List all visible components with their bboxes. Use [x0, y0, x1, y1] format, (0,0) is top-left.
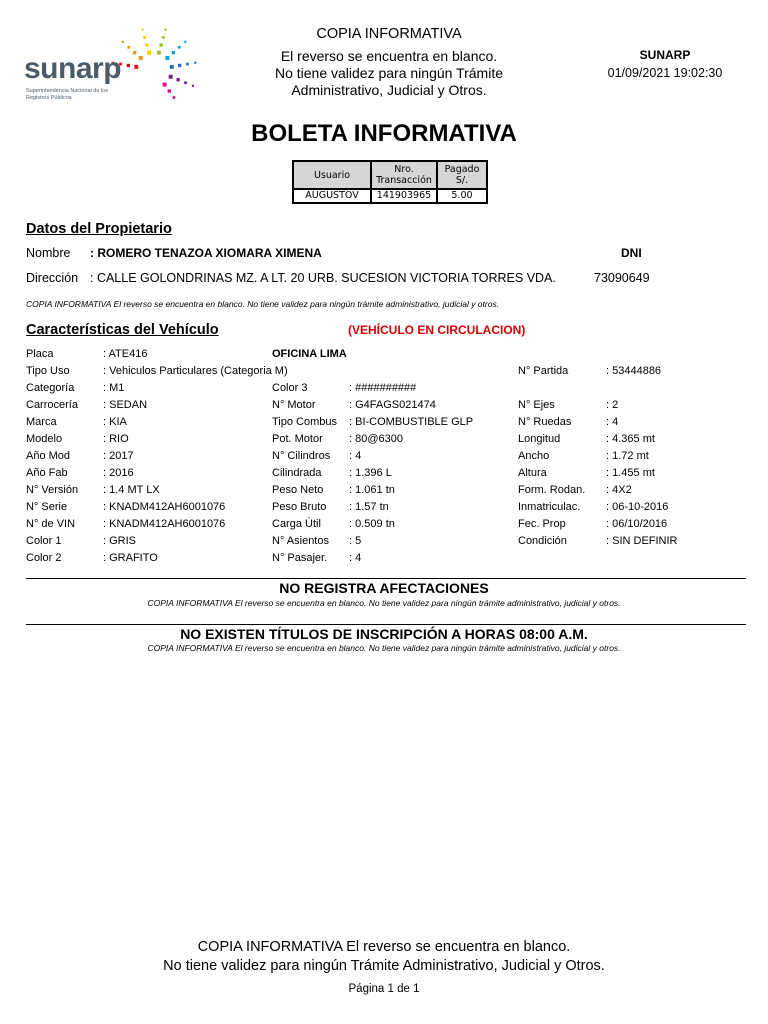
vehicle-field-value: : 80@6300: [349, 433, 403, 445]
vehicle-field-value: : 1.396 L: [349, 467, 392, 479]
header-copy-title: COPIA INFORMATIVA: [316, 26, 462, 42]
transaction-table: [292, 160, 488, 204]
vehicle-field-label: N° Cilindros: [272, 450, 331, 462]
vehicle-field-label: Inmatriculac.: [518, 501, 581, 513]
vehicle-field-label: Año Mod: [26, 450, 71, 462]
owner-dni-label: DNI: [621, 246, 642, 260]
footer-copy-notice: [0, 938, 768, 976]
vehicle-field-value: : KNADM412AH6001076: [103, 501, 226, 513]
vehicle-field-value: : KIA: [103, 416, 127, 428]
vehicle-field-value: : 1.061 tn: [349, 484, 395, 496]
header-issuer: [570, 48, 760, 80]
logo-ray-dot: [192, 85, 194, 87]
header-copy-line: No tiene validez para ningún Trámite: [274, 65, 504, 81]
sunarp-logo: [24, 22, 184, 102]
vehicle-field-value: : 5: [349, 535, 362, 547]
vehicle-field-label: N° Asientos: [272, 535, 329, 547]
logo-ray-dot: [172, 51, 175, 54]
logo-ray-dot: [143, 36, 146, 39]
logo-ray-dot: [162, 36, 165, 39]
header-pagado: Pagado S/.: [438, 162, 486, 188]
vehicle-field-label: Placa: [26, 348, 54, 360]
vehicle-field-value: : GRIS: [103, 535, 137, 547]
header-copy-line: El reverso se encuentra en blanco.: [280, 48, 498, 64]
vehicle-field-label: Color 1: [26, 535, 62, 547]
logo-ray-dot: [184, 81, 187, 84]
logo-ray-dot: [139, 56, 143, 60]
logo-ray-dot: [157, 51, 161, 55]
vehicle-field-label: Ancho: [518, 450, 550, 462]
logo-ray-dot: [133, 51, 136, 54]
vehicle-field-value: : SIN DEFINIR: [606, 535, 678, 547]
vehicle-field-label: N° Partida: [518, 365, 569, 377]
vehicle-field-label: Color 2: [26, 552, 62, 564]
vehicle-field-label: N° Motor: [272, 399, 316, 411]
logo-wordmark: sunarp: [24, 52, 122, 85]
footer-line: No tiene validez para ningún Trámite Administrativo, Judicial y Otros.: [163, 958, 605, 974]
issuer-name: SUNARP: [639, 48, 691, 62]
vehicle-field-value: : 2017: [103, 450, 134, 462]
vehicle-field-label: N° Ruedas: [518, 416, 572, 428]
divider: [26, 578, 746, 579]
vehicle-office: OFICINA LIMA: [272, 348, 347, 360]
logo-ray-dot: [177, 78, 180, 81]
vehicle-field-label: N° de VIN: [26, 518, 76, 530]
vehicle-field-label: N° Versión: [26, 484, 79, 496]
footer-line: COPIA INFORMATIVA El reverso se encuentra en blanco.: [197, 939, 571, 955]
logo-ray-dot: [127, 64, 130, 67]
vehicle-field-value: : 1.4 MT LX: [103, 484, 160, 496]
owner-address-label: Dirección: [26, 271, 79, 285]
vehicle-field-label: Carrocería: [26, 399, 78, 411]
logo-ray-dot: [168, 89, 171, 92]
owner-name-label: Nombre: [26, 246, 71, 260]
logo-ray-dot: [145, 43, 148, 46]
vehicle-section-title: Características del Vehículo: [26, 322, 219, 338]
vehicle-field-label: N° Pasajer.: [272, 552, 328, 564]
vehicle-field-label: Tipo Combus: [272, 416, 338, 428]
logo-ray-dot: [178, 64, 181, 67]
vehicle-field-value: : 1.455 mt: [606, 467, 655, 479]
vehicle-field-value: : 53444886: [606, 365, 662, 377]
owner-disclaimer: COPIA INFORMATIVA El reverso se encuentra en blanco. No tiene validez para ningún trámite administrativo, judicial y otros.: [26, 299, 500, 309]
vehicle-field-label: Peso Bruto: [272, 501, 327, 513]
logo-ray-dot: [127, 46, 130, 49]
vehicle-field-value: : M1: [103, 382, 125, 394]
vehicle-field-label: Marca: [26, 416, 57, 428]
vehicle-field-label: Carga Útil: [272, 518, 321, 530]
afectaciones-title: NO REGISTRA AFECTACIONES: [279, 580, 489, 596]
vehicle-field-value: : G4FAGS021474: [349, 399, 436, 411]
cell-transaccion: 141903965: [372, 190, 436, 202]
header-usuario: Usuario: [294, 162, 370, 188]
cell-usuario: AUGUSTOV: [294, 190, 370, 202]
owner-section-title: Datos del Propietario: [26, 221, 172, 237]
vehicle-field-label: Cilindrada: [272, 467, 322, 479]
logo-ray-dot: [147, 51, 151, 55]
logo-ray-dot: [169, 75, 173, 79]
logo-ray-dot: [186, 63, 189, 66]
vehicle-field-label: Modelo: [26, 433, 63, 445]
vehicle-field-value: : 2: [606, 399, 619, 411]
header-transaccion: Nro. Transacción: [372, 162, 436, 188]
logo-ray-dot: [165, 56, 169, 60]
logo-ray-dot: [160, 43, 163, 46]
vehicle-field-value: : GRAFITO: [103, 552, 158, 564]
titulos-disclaimer: COPIA INFORMATIVA El reverso se encuentra en blanco. No tiene validez para ningún trámite administrativo, judicial y otros.: [147, 643, 621, 653]
vehicle-field-value: : Vehiculos Particulares (Categoria M): [103, 365, 288, 377]
vehicle-status: (VEHÍCULO EN CIRCULACION): [348, 323, 526, 337]
vehicle-field-value: : ATE416: [103, 348, 148, 360]
logo-subtitle: Superintendencia Nacional de los Registros Públicos: [26, 88, 108, 101]
vehicle-field-value: : 4.365 mt: [606, 433, 655, 445]
vehicle-field-value: : BI-COMBUSTIBLE GLP: [349, 416, 474, 428]
vehicle-field-value: : 1.57 tn: [349, 501, 389, 513]
vehicle-field-value: : 06/10/2016: [606, 518, 668, 530]
logo-ray-dot: [170, 65, 174, 69]
vehicle-field-label: Tipo Uso: [26, 365, 70, 377]
logo-ray-dot: [122, 41, 124, 43]
vehicle-field-value: : 4: [349, 450, 362, 462]
vehicle-field-value: : 06-10-2016: [606, 501, 669, 513]
vehicle-field-label: N° Ejes: [518, 399, 555, 411]
logo-ray-dot: [184, 41, 186, 43]
vehicle-field-label: Año Fab: [26, 467, 68, 479]
vehicle-field-value: : 0.509 tn: [349, 518, 395, 530]
logo-ray-dot: [178, 46, 181, 49]
vehicle-field-label: Categoría: [26, 382, 75, 394]
document-title: BOLETA INFORMATIVA: [251, 120, 517, 147]
vehicle-field-value: : 1.72 mt: [606, 450, 649, 462]
vehicle-field-label: Longitud: [518, 433, 561, 445]
vehicle-field-label: Condición: [518, 535, 567, 547]
vehicle-field-value: : 2016: [103, 467, 134, 479]
titulos-title: NO EXISTEN TÍTULOS DE INSCRIPCIÓN A HORAS 08:00 A.M.: [180, 626, 588, 642]
vehicle-field-label: Color 3: [272, 382, 308, 394]
logo-ray-dot: [141, 29, 143, 31]
vehicle-field-label: Fec. Prop: [518, 518, 566, 530]
header-copy-notice: [200, 26, 578, 99]
vehicle-field-label: Altura: [518, 467, 547, 479]
vehicle-field-value: : ##########: [349, 382, 417, 394]
page-number: Página 1 de 1: [348, 983, 420, 995]
afectaciones-disclaimer: COPIA INFORMATIVA El reverso se encuentra en blanco. No tiene validez para ningún trámite administrativo, judicial y otros.: [147, 598, 621, 608]
divider: [26, 624, 746, 625]
owner-name-value: : ROMERO TENAZOA XIOMARA XIMENA: [90, 246, 322, 260]
vehicle-field-value: : 4: [606, 416, 619, 428]
vehicle-field-value: : KNADM412AH6001076: [103, 518, 226, 530]
vehicle-field-value: : 4X2: [606, 484, 632, 496]
vehicle-field-label: Pot. Motor: [272, 433, 323, 445]
vehicle-field-value: : 4: [349, 552, 362, 564]
header-copy-line: Administrativo, Judicial y Otros.: [291, 82, 487, 98]
vehicle-field-label: N° Serie: [26, 501, 68, 513]
table-row: [294, 190, 486, 202]
vehicle-field-label: Form. Rodan.: [518, 484, 586, 496]
logo-ray-dot: [173, 96, 176, 99]
vehicle-field-value: : SEDAN: [103, 399, 148, 411]
owner-address-value: : CALLE GOLONDRINAS MZ. A LT. 20 URB. SUCESION VICTORIA TORRES VDA.: [90, 271, 556, 285]
logo-ray-dot: [134, 65, 138, 69]
logo-ray-dot: [165, 29, 167, 31]
owner-dni-value: 73090649: [594, 271, 650, 285]
vehicle-field-label: Peso Neto: [272, 484, 324, 496]
cell-pagado: 5.00: [438, 190, 486, 202]
issue-datetime: 01/09/2021 19:02:30: [607, 66, 723, 80]
logo-ray-dot: [163, 83, 167, 87]
table-header-row: [294, 162, 486, 188]
logo-ray-dot: [194, 62, 196, 64]
vehicle-field-value: : RIO: [103, 433, 129, 445]
